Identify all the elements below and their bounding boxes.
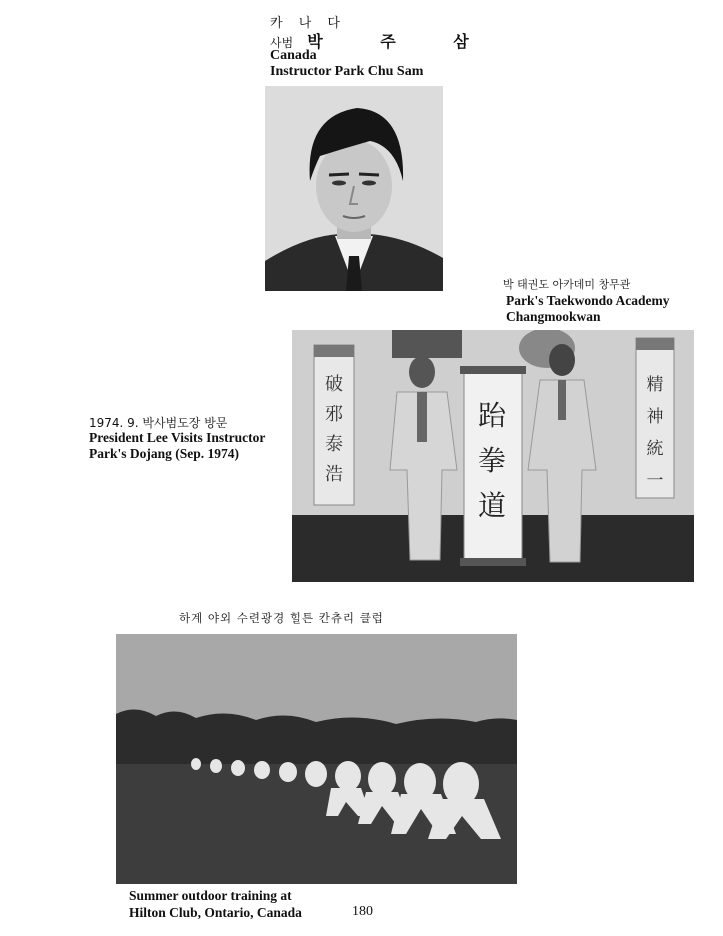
academy-style-english: Changmookwan — [506, 309, 601, 324]
profile-name-english: Instructor Park Chu Sam — [270, 64, 424, 79]
profile-country-korean: 카 나 다 — [270, 16, 346, 31]
visit-date-korean: 1974. 9. 박사범도장 방문 — [89, 416, 228, 430]
svg-text:一: 一 — [646, 471, 664, 491]
training-photo — [116, 634, 517, 884]
page-number: 180 — [352, 904, 373, 919]
academy-name-korean: 박 태권도 아카데미 창무관 — [503, 278, 631, 291]
svg-text:邪: 邪 — [325, 404, 343, 425]
visit-photo — [292, 330, 694, 582]
svg-text:精: 精 — [646, 375, 664, 395]
training-caption-line2: Hilton Club, Ontario, Canada — [129, 905, 302, 920]
svg-text:跆: 跆 — [477, 399, 507, 432]
portrait-photo — [265, 86, 443, 291]
svg-text:統: 統 — [646, 439, 664, 459]
svg-text:破: 破 — [325, 374, 343, 395]
svg-text:神: 神 — [646, 407, 664, 427]
svg-text:浩: 浩 — [325, 464, 343, 485]
svg-text:拳: 拳 — [477, 444, 507, 477]
training-caption-line1: Summer outdoor training at — [129, 888, 292, 903]
visit-caption-line2: Park's Dojang (Sep. 1974) — [89, 446, 240, 461]
academy-name-english: Park's Taekwondo Academy — [506, 293, 670, 308]
svg-text:道: 道 — [477, 489, 507, 522]
svg-text:泰: 泰 — [325, 434, 343, 455]
profile-country-english: Canada — [270, 48, 317, 63]
profile-name-korean: 박 주 삼 — [307, 32, 495, 51]
training-heading-korean: 하계 야외 수련광경 힐튼 칸츄리 클럽 — [179, 611, 384, 625]
profile-title-label: 사범 — [270, 36, 294, 50]
visit-caption-line1: President Lee Visits Instructor — [89, 430, 266, 445]
